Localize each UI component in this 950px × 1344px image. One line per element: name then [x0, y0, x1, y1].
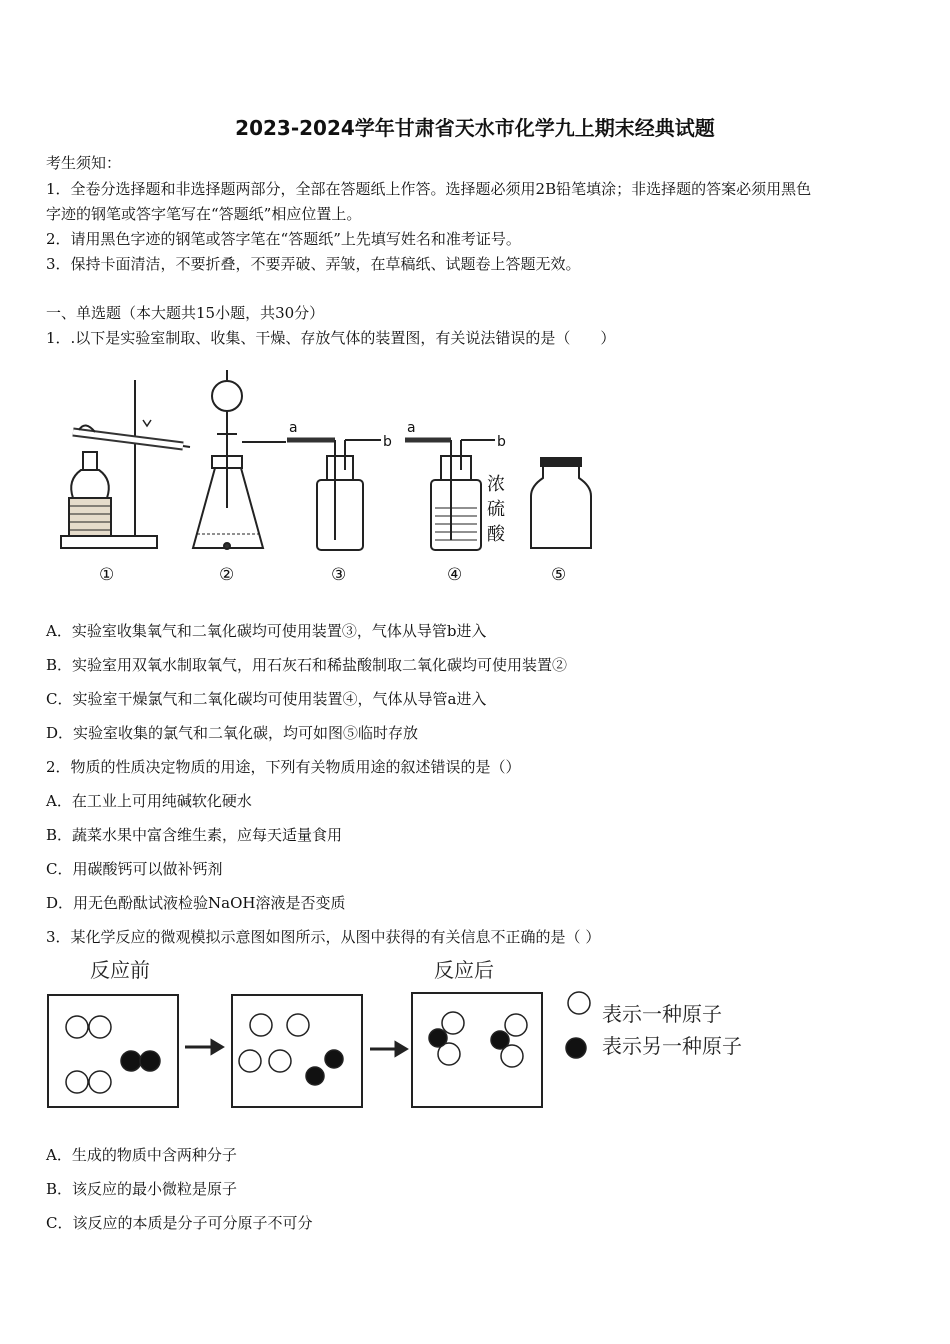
notice-heading: 考生须知： — [46, 154, 122, 172]
acid-label-2: 硫 — [487, 499, 505, 520]
label-after: 反应后 — [434, 958, 494, 982]
q1-option-c: C．实验室干燥氯气和二氧化碳均可使用装置④，气体从导管a进入 — [46, 690, 487, 708]
white-atom — [89, 1071, 111, 1093]
box-after — [412, 993, 542, 1107]
black-atom — [306, 1067, 324, 1085]
notice-item-1-line-1: 1．全卷分选择题和非选择题两部分，全部在答题纸上作答。选择题必须用2B铅笔填涂；非选择题的答案必须用黑色 — [46, 180, 812, 198]
tube-label-a-1: a — [289, 420, 298, 436]
white-atom — [66, 1016, 88, 1038]
q3-option-b: B．该反应的最小微粒是原子 — [46, 1180, 238, 1198]
apparatus-1 — [61, 380, 190, 548]
q2-option-c: C．用碳酸钙可以做补钙剂 — [46, 860, 223, 878]
white-atom — [269, 1050, 291, 1072]
acid-label-3: 酸 — [487, 524, 505, 545]
black-atom — [325, 1050, 343, 1068]
black-atom — [491, 1031, 509, 1049]
apparatus-3 — [287, 440, 381, 550]
acid-label-1: 浓 — [487, 474, 505, 495]
white-atom — [505, 1014, 527, 1036]
q3-reaction-figure — [40, 955, 770, 1115]
tube-label-b-1: b — [383, 434, 392, 450]
tube-label-b-2: b — [497, 434, 506, 450]
legend-black-text: 表示另一种原子 — [602, 1034, 742, 1058]
apparatus-2 — [193, 370, 286, 549]
apparatus-5 — [531, 458, 591, 548]
label-before: 反应前 — [90, 958, 150, 982]
apparatus-label-3: ③ — [331, 565, 347, 585]
white-atom — [287, 1014, 309, 1036]
q3-option-c: C．该反应的本质是分子可分原子不可分 — [46, 1214, 313, 1232]
apparatus-label-4: ④ — [447, 565, 463, 585]
tube-label-a-2: a — [407, 420, 416, 436]
q3-option-a: A．生成的物质中含两种分子 — [46, 1146, 237, 1164]
black-atom — [140, 1051, 160, 1071]
q1-apparatus-figure — [55, 360, 615, 588]
black-atom — [121, 1051, 141, 1071]
box-before-1 — [48, 995, 178, 1107]
apparatus-label-1: ① — [99, 565, 115, 585]
legend-white-text: 表示一种原子 — [602, 1002, 722, 1026]
notice-item-1-line-2: 字迹的钢笔或答字笔写在“答题纸”相应位置上。 — [46, 205, 362, 223]
white-atom — [239, 1050, 261, 1072]
white-atom — [66, 1071, 88, 1093]
legend-black-atom — [566, 1038, 586, 1058]
black-atom — [429, 1029, 447, 1047]
q3-stem: 3．某化学反应的微观模拟示意图如图所示，从图中获得的有关信息不正确的是（ ） — [46, 928, 601, 946]
legend-white-atom — [568, 992, 590, 1014]
notice-item-3: 3．保持卡面清洁，不要折叠，不要弄破、弄皱，在草稿纸、试题卷上答题无效。 — [46, 255, 581, 273]
q1-option-a: A．实验室收集氧气和二氧化碳均可使用装置③，气体从导管b进入 — [46, 622, 487, 640]
q1-stem: 1．.以下是实验室制取、收集、干燥、存放气体的装置图，有关说法错误的是（ ） — [46, 329, 616, 347]
section-heading: 一、单选题（本大题共15小题，共30分） — [46, 304, 325, 322]
white-atom — [89, 1016, 111, 1038]
page-title: 2023-2024学年甘肃省天水市化学九上期末经典试题 — [235, 116, 715, 140]
white-atom — [250, 1014, 272, 1036]
q1-option-d: D．实验室收集的氯气和二氧化碳，均可如图⑤临时存放 — [46, 724, 419, 742]
apparatus-label-5: ⑤ — [551, 565, 567, 585]
q1-option-b: B．实验室用双氧水制取氧气，用石灰石和稀盐酸制取二氧化碳均可使用装置② — [46, 656, 568, 674]
notice-item-2: 2．请用黑色字迹的钢笔或答字笔在“答题纸”上先填写姓名和准考证号。 — [46, 230, 521, 248]
arrow-1 — [185, 1041, 222, 1053]
q2-stem: 2．物质的性质决定物质的用途，下列有关物质用途的叙述错误的是（） — [46, 758, 521, 776]
white-atom — [442, 1012, 464, 1034]
apparatus-4 — [405, 440, 495, 550]
q2-option-a: A．在工业上可用纯碱软化硬水 — [46, 792, 252, 810]
q2-option-d: D．用无色酚酞试液检验NaOH溶液是否变质 — [46, 894, 346, 912]
apparatus-label-2: ② — [219, 565, 235, 585]
arrow-2 — [370, 1043, 406, 1055]
q2-option-b: B．蔬菜水果中富含维生素，应每天适量食用 — [46, 826, 343, 844]
